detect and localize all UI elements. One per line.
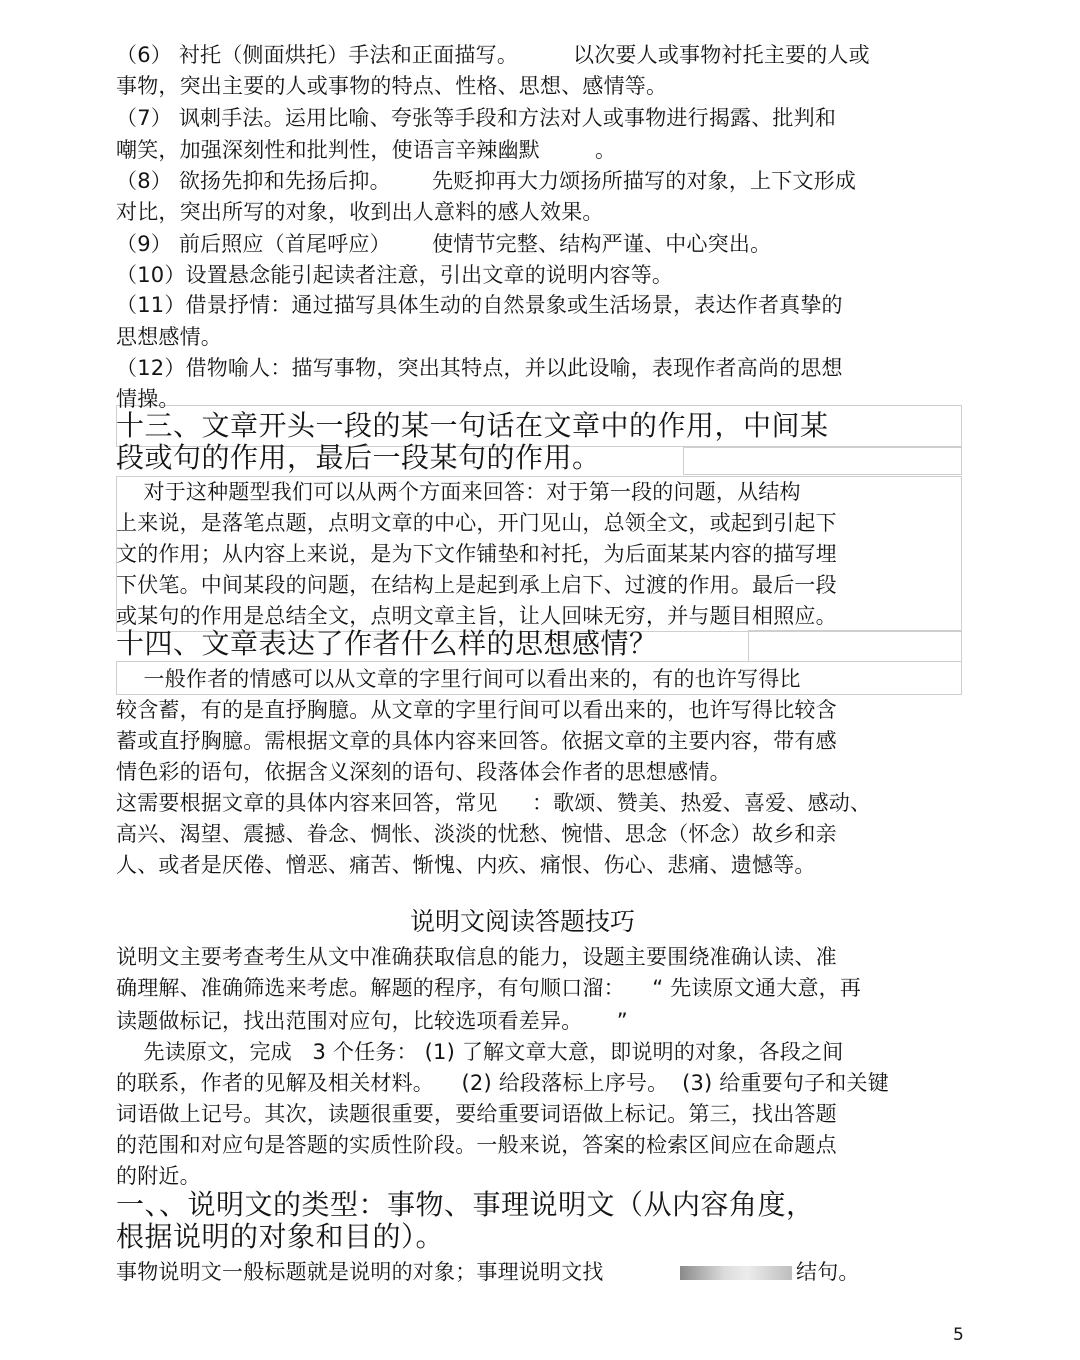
paragraph-line: 人、或者是厌倦、憎恶、痛苦、惭愧、内疚、痛恨、伤心、悲痛、遗憾等。	[116, 853, 816, 877]
paragraph-line: 一般作者的情感可以从文章的字里行间可以看出来的，有的也许写得比	[116, 667, 801, 691]
paragraph-line: 的附近。	[116, 1164, 201, 1188]
list-line: （9） 前后照应（首尾呼应） 使情节完整、结构严谨、中心突出。	[116, 232, 772, 256]
section-heading: 根据说明的对象和目的）。	[116, 1220, 445, 1253]
paragraph-line: 确理解、准确筛选来考虑。解题的程序，有句顺口溜： “ 先读原文通大意，再	[116, 976, 862, 1000]
paragraph-line: 这需要根据文章的具体内容来回答，常见 ：歌颂、赞美、热爱、喜爱、感动、	[116, 791, 872, 815]
paragraph-line: 词语做上记号。其次，读题很重要，要给重要词语做上标记。第三，找出答题	[116, 1102, 837, 1126]
paragraph-line: 或某句的作用是总结全文，点明文章主旨，让人回味无穷，并与题目相照应。	[116, 604, 837, 628]
paragraph-line: 说明文主要考查考生从文中准确获取信息的能力，设题主要围绕准确认读、准	[116, 945, 837, 969]
list-line: 事物，突出主要的人或事物的特点、性格、思想、感情等。	[116, 74, 668, 98]
paragraph-line: 蓄或直抒胸臆。需根据文章的具体内容来回答。依据文章的主要内容，带有感	[116, 729, 837, 753]
list-line: （10）设置悬念能引起读者注意，引出文章的说明内容等。	[116, 263, 674, 287]
list-line: 思想感情。	[116, 325, 222, 349]
list-line: 对比，突出所写的对象，收到出人意料的感人效果。	[116, 200, 604, 224]
paragraph-line: 先读原文，完成 3 个任务： (1) 了解文章大意，即说明的对象，各段之间	[116, 1040, 844, 1064]
list-line: （6） 衬托（侧面烘托）手法和正面描写。 以次要人或事物衬托主要的人或	[116, 43, 870, 67]
paragraph-line: 上来说，是落笔点题，点明文章的中心，开门见山，总领全文，或起到引起下	[116, 511, 837, 535]
list-line: 嘲笑，加强深刻性和批判性，使语言辛辣幽默 。	[116, 138, 617, 162]
paragraph-line: 高兴、渴望、震撼、眷念、惆怅、淡淡的忧愁、惋惜、思念（怀念）故乡和亲	[116, 822, 837, 846]
list-line: （12）借物喻人：描写事物，突出其特点，并以此设喻，表现作者高尚的思想	[116, 356, 843, 380]
list-line: （11）借景抒情：通过描写具体生动的自然景象或生活场景，表达作者真挚的	[116, 293, 843, 317]
list-line: 情操。	[116, 387, 180, 411]
paragraph-line: 文的作用；从内容上来说，是为下文作铺垫和衬托，为后面某某内容的描写埋	[116, 542, 837, 566]
paragraph-line: 较含蓄，有的是直抒胸臆。从文章的字里行间可以看出来的，也许写得比较含	[116, 698, 837, 722]
paragraph-line: 下伏笔。中间某段的问题，在结构上是起到承上启下、过渡的作用。最后一段	[116, 573, 837, 597]
scan-box	[748, 630, 962, 662]
scan-box	[683, 447, 962, 475]
section-heading: 十四、文章表达了作者什么样的思想感情？	[116, 627, 658, 660]
paragraph-line: 结句。	[796, 1260, 860, 1284]
paragraph-line: 事物说明文一般标题就是说明的对象；事理说明文找	[116, 1260, 604, 1284]
paragraph-line: 情色彩的语句，依据含义深刻的语句、段落体会作者的思想感情。	[116, 760, 731, 784]
page-number: 5	[953, 1325, 964, 1345]
list-line: （7） 讽刺手法。运用比喻、夸张等手段和方法对人或事物进行揭露、批判和	[116, 106, 837, 130]
paragraph-line: 的范围和对应句是答题的实质性阶段。一般来说，答案的检索区间应在命题点	[116, 1133, 837, 1157]
paragraph-line: 对于这种题型我们可以从两个方面来回答：对于第一段的问题，从结构	[116, 480, 801, 504]
section-heading: 十三、文章开头一段的某一句话在文章中的作用，中间某	[116, 409, 829, 442]
section-heading: 段或句的作用，最后一段某句的作用。	[116, 441, 601, 474]
page-title: 说明文阅读答题技巧	[409, 907, 635, 936]
list-line: （8） 欲扬先抑和先扬后抑。 先贬抑再大力颂扬所描写的对象，上下文形成	[116, 169, 857, 193]
paragraph-line: 读题做标记，找出范围对应句，比较选项看差异。 ”	[116, 1009, 628, 1033]
section-heading: 一、、说明文的类型：事物、事理说明文（从内容角度，	[116, 1188, 815, 1221]
paragraph-line: 的联系，作者的见解及相关材料。 (2) 给段落标上序号。 (3) 给重要句子和关键	[116, 1071, 889, 1095]
blurred-redaction	[680, 1266, 792, 1280]
